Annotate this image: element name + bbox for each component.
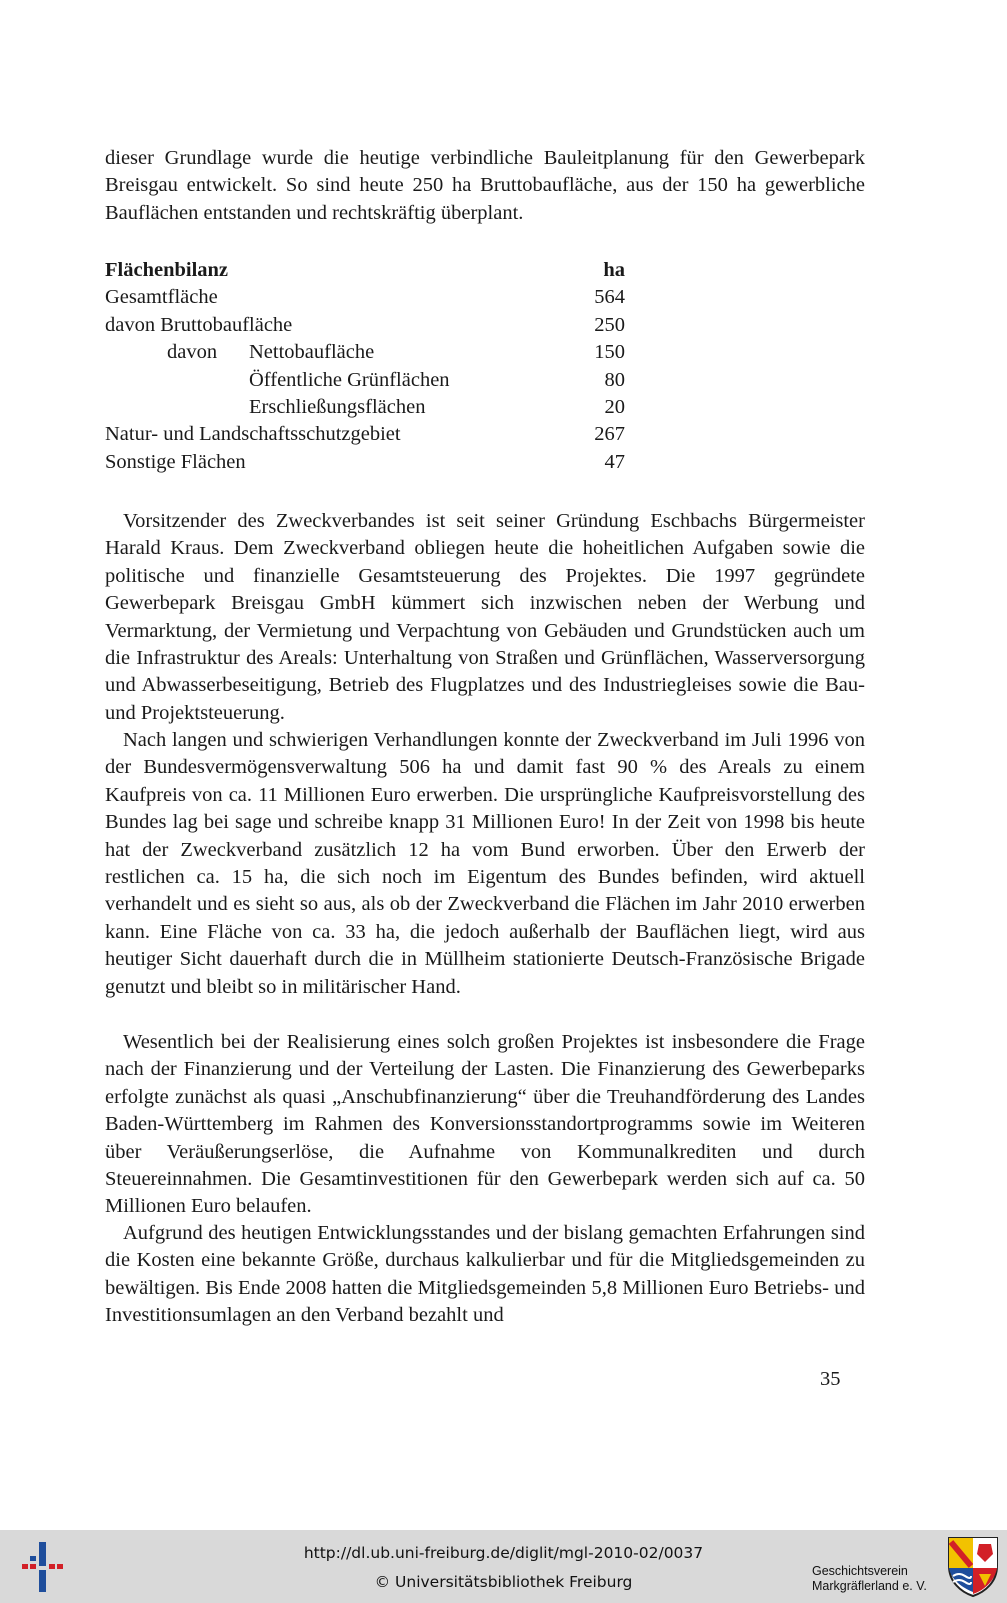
table-unit: ha <box>603 259 625 281</box>
row-value: 150 <box>594 341 625 364</box>
table-row <box>105 449 625 476</box>
table-row <box>105 312 625 339</box>
row-value: 267 <box>594 423 625 446</box>
table-header-row <box>105 257 625 284</box>
paragraph-intro: dieser Grundlage wurde die heutige verbindliche Bauleitplanung für den Gewerbepark Breisgau entwickelt. So sind heute 250 ha Bruttobaufläche, aus der 150 ha gewerbliche Bauflächen entstanden und rechtskräftig überplant. <box>105 147 865 224</box>
footer-copyright: © Universitätsbibliothek Freiburg <box>374 1573 633 1591</box>
org-line-2: Markgräflerland e. V. <box>812 1579 927 1593</box>
paragraph-financing: Wesentlich bei der Realisierung eines solch großen Projektes ist insbesondere die Frage nach der Finanzierung und der Verteilung der Lasten. Die Finanzierung des Gewerbeparks erfolgte zunächst als quasi „Anschubfinanzierung“ über die Treuhandförderung des Landes Baden-Württemberg im Rahmen des Konversionsstandortprogramms sowie im Weiteren über Veräußerungserlöse, die Aufnahme von Kommunalkrediten und durch Steuereinnahmen. Die Gesamtinvestitionen für den Gewerbepark werden sich auf ca. 50 Millionen Euro belaufen. <box>105 1031 865 1218</box>
table-row <box>105 394 625 421</box>
footer-bar <box>0 1530 1007 1603</box>
row-value: 47 <box>604 450 625 473</box>
row-label: Natur- und Landschaftsschutzgebiet <box>105 423 401 446</box>
row-value: 250 <box>594 313 625 336</box>
paragraph-costs: Aufgrund des heutigen Entwicklungsstandes und der bislang gemachten Erfahrungen sind die Kosten eine bekannte Größe, durchaus kalkulierbar und für die Mitgliedsgemeinden zu bewältigen. Bis Ende 2008 hatten die Mitgliedsgemeinden 5,8 Millionen Euro Betriebs- und Investitionsumlagen an den Verband bezahlt und <box>105 1222 865 1327</box>
row-value: 564 <box>594 286 625 309</box>
area-balance-table <box>105 257 625 476</box>
org-line-1: Geschichtsverein <box>812 1564 908 1578</box>
row-label: Sonstige Flächen <box>105 450 246 473</box>
row-label: davon Bruttobaufläche <box>105 313 293 336</box>
paragraph-chairman: Vorsitzender des Zweckverbandes ist seit seiner Gründung Eschbachs Bürgermeister Harald Kraus. Dem Zweckverband obliegen heute die hoheitlichen Aufgaben sowie die politische und finanzielle Gesamtsteuerung des Projektes. Die 1997 gegründete Gewerbepark Breisgau GmbH kümmert sich inzwischen neben der Werbung und Vermarktung, der Vermietung und Verpachtung von Gebäuden und Grundstücken auch um die Infrastruktur des Areals: Unterhaltung von Straßen und Grünflächen, Wasserversorgung und Abwasserbeseitigung, Betrieb des Flugplatzes und des Industriegleises sowie die Bau- und Projektsteuerung. <box>105 510 865 724</box>
row-label: Gesamtfläche <box>105 286 218 309</box>
row-value: 20 <box>604 395 625 418</box>
row-label: Erschließungsflächen <box>249 395 426 418</box>
row-label: Öffentliche Grünflächen <box>249 368 450 391</box>
table-row <box>105 367 625 394</box>
table-row <box>105 284 625 311</box>
page-number: 35 <box>820 1368 841 1390</box>
footer-organization <box>812 1564 927 1594</box>
coat-of-arms-icon <box>947 1536 999 1598</box>
table-row <box>105 421 625 448</box>
row-value: 80 <box>604 368 625 391</box>
table-title: Flächenbilanz <box>105 259 229 281</box>
row-label: Nettobaufläche <box>249 341 375 364</box>
table-row <box>105 339 625 366</box>
footer-url-link[interactable]: http://dl.ub.uni-freiburg.de/diglit/mgl-2010-02/0037 <box>303 1544 704 1562</box>
paragraph-acquisition: Nach langen und schwierigen Verhandlungen konnte der Zweckverband im Juli 1996 von der Bundesvermögensverwaltung 506 ha und damit fast 90 % des Areals zu einem Kaufpreis von ca. 11 Millionen Euro erwerben. Die ursprüngliche Kaufpreisvorstellung des Bundes lag bei sage und schreibe knapp 31 Millionen Euro! In der Zeit von 1998 bis heute hat der Zweckverband zusätzlich 12 ha vom Bund erworben. Über den Erwerb der restlichen ca. 15 ha, die sich noch im Eigentum des Bundes befinden, wird aktuell verhandelt und es sieht so aus, als ob der Zweckverband die Flächen im Jahr 2010 erwerben kann. Eine Fläche von ca. 33 ha, die jedoch außerhalb der Bauflächen liegt, wird aus heutiger Sicht dauerhaft durch die in Müllheim stationierte Deutsch-Französische Brigade genutzt und bleibt so in militärischer Hand. <box>105 729 865 998</box>
row-prefix: davon <box>167 341 218 364</box>
